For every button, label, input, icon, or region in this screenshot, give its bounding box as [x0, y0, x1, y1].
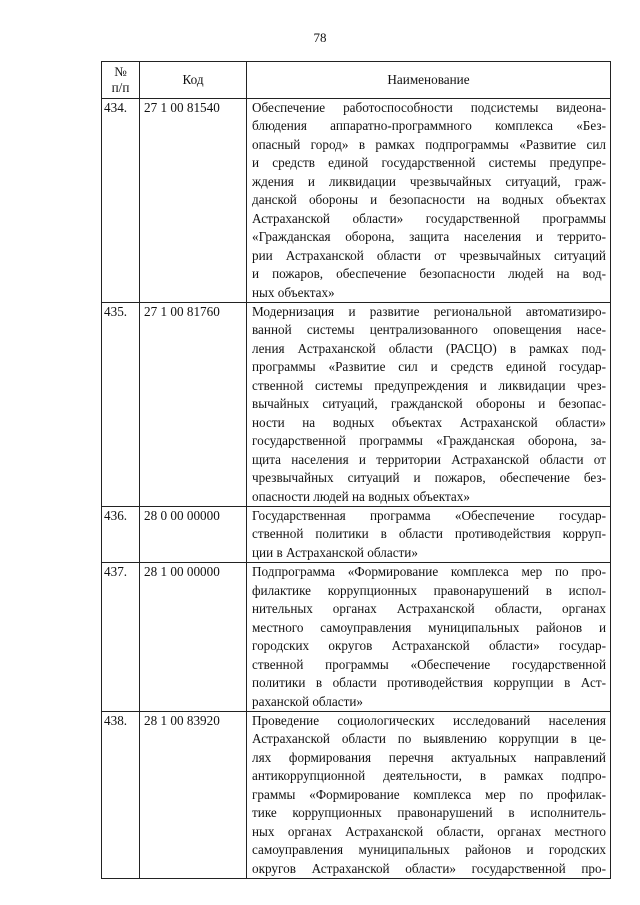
row-name-line: ждения и ликвидации чрезвычайных ситуаций, граж- — [252, 173, 606, 189]
row-name-line: ления Астраханской области (РАСЦО) в рамках под- — [252, 340, 606, 356]
row-name-line: граммы «Формирование комплекса мер по профилак- — [252, 786, 606, 802]
row-code: 27 1 00 81760 — [140, 302, 247, 506]
header-number-line2: п/п — [111, 80, 130, 95]
row-code: 28 0 00 00000 — [140, 506, 247, 562]
budget-classification-table — [101, 61, 611, 879]
row-name-line: Обеспечение работоспособности подсистемы видеона- — [252, 100, 606, 115]
row-name-line: щита населения и территории Астраханской области от — [252, 451, 606, 467]
row-name-line: местного самоуправления муниципальных районов и — [252, 619, 606, 635]
row-name-line: округов Астраханской области» государственной про- — [252, 860, 606, 876]
row-number: 438. — [102, 711, 140, 878]
row-name — [247, 711, 611, 878]
row-name-line: ности на водных объектах Астраханской области» — [252, 414, 606, 430]
table-row — [102, 302, 611, 506]
row-number: 437. — [102, 563, 140, 712]
row-name-line: опасный город» в рамках подпрограммы «Развитие сил — [252, 136, 606, 152]
row-name-line: ванной системы централизованного оповещения насе- — [252, 322, 606, 338]
row-name — [247, 99, 611, 303]
row-code: 27 1 00 81540 — [140, 99, 247, 303]
row-name-line: «Гражданская оборона, защита населения и террито- — [252, 229, 606, 245]
row-name-line: ственной программы «Обеспечение государственной — [252, 656, 606, 672]
row-name-line: ных объектах» — [252, 284, 335, 300]
table-header — [102, 62, 611, 99]
row-number: 435. — [102, 302, 140, 506]
row-name-line: государственной программы «Гражданская оборона, за- — [252, 433, 606, 449]
row-name-line: самоуправления муниципальных районов и городских — [252, 842, 606, 858]
row-name — [247, 506, 611, 562]
row-name-line: и средств единой государственной системы предупре- — [252, 155, 606, 171]
row-name-line: блюдения аппаратно-программного комплекса «Без- — [252, 118, 606, 134]
row-name — [247, 302, 611, 506]
row-name-line: ственной политики в области противодействия корруп- — [252, 526, 606, 542]
header-number — [102, 62, 140, 99]
row-code: 28 1 00 83920 — [140, 711, 247, 878]
page-number: 78 — [313, 30, 327, 45]
header-code: Код — [140, 62, 247, 99]
row-code: 28 1 00 00000 — [140, 563, 247, 712]
row-name-line: лях формирования перечня актуальных направлений — [252, 749, 606, 765]
table-row — [102, 563, 611, 712]
row-name-line: антикоррупционной деятельности, в рамках подпро- — [252, 768, 606, 784]
row-name-line: Проведение социологических исследований населения — [252, 712, 606, 728]
row-name-line: раханской области» — [252, 693, 363, 709]
row-name-line: и пожаров, обеспечение безопасности людей на вод- — [252, 266, 606, 282]
header-name: Наименование — [247, 62, 611, 99]
row-name-line: Астраханской области» государственной программы — [252, 210, 606, 226]
row-name-line: филактике коррупционных правонарушений в испол- — [252, 582, 606, 598]
row-name-line: тике коррупционных правонарушений в исполнитель- — [252, 805, 606, 821]
row-name-line: Государственная программа «Обеспечение государ- — [252, 507, 606, 523]
row-number: 434. — [102, 99, 140, 303]
row-name-line: ции в Астраханской области» — [252, 544, 418, 560]
row-name-line: Астраханской области по выявлению коррупции в це- — [252, 731, 606, 747]
row-name-line: рии Астраханской области от чрезвычайных ситуаций — [252, 247, 606, 263]
row-name-line: ственной системы предупреждения и ликвидации чрез- — [252, 377, 606, 393]
row-name — [247, 563, 611, 712]
table-row — [102, 506, 611, 562]
row-name-line: нительных органах Астраханской области, органах — [252, 601, 606, 617]
row-name-line: вычайных ситуаций, гражданской обороны и безопас- — [252, 396, 606, 412]
row-name-line: Модернизация и развитие региональной автоматизиро- — [252, 303, 606, 319]
table-row — [102, 99, 611, 303]
row-number: 436. — [102, 506, 140, 562]
row-name-line: программы «Развитие сил и средств единой государ- — [252, 359, 606, 375]
row-name-line: городских округов Астраханской области» государ- — [252, 638, 606, 654]
table-row — [102, 711, 611, 878]
row-name-line: политики в области противодействия коррупции в Аст- — [252, 675, 606, 691]
header-number-line1: № — [114, 64, 127, 79]
row-name-line: ных органах Астраханской области, органах местного — [252, 823, 606, 839]
row-name-line: опасности людей на водных объектах» — [252, 488, 470, 504]
row-name-line: данской обороны и безопасности на водных объектах — [252, 192, 606, 208]
row-name-line: Подпрограмма «Формирование комплекса мер по про- — [252, 564, 606, 580]
table-body — [102, 99, 611, 879]
row-name-line: чрезвычайных ситуаций и пожаров, обеспечение без- — [252, 470, 606, 486]
